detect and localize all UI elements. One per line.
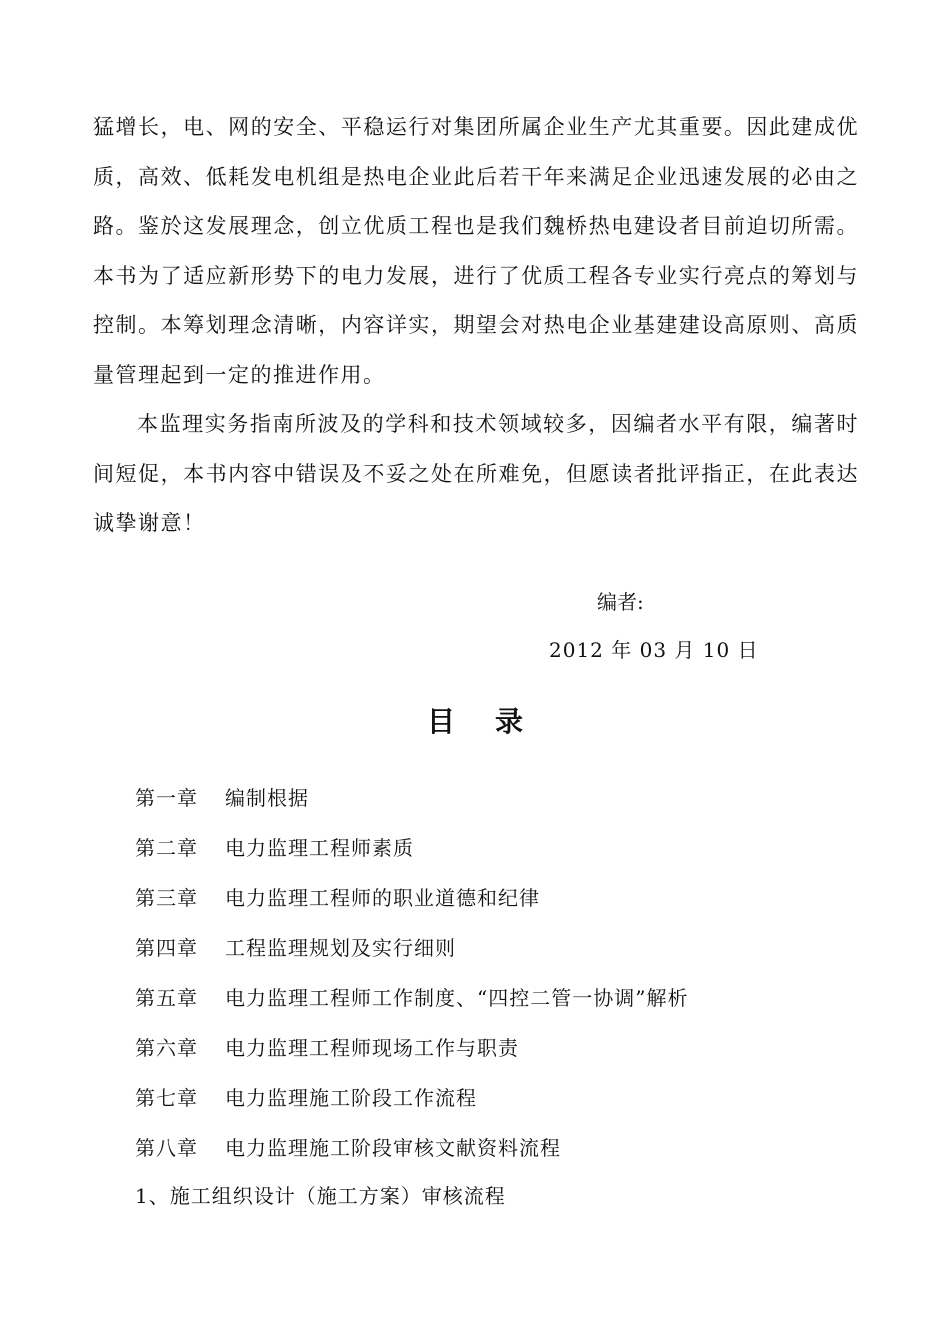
toc-item[interactable] <box>135 978 688 1028</box>
toc-item[interactable] <box>135 878 688 928</box>
toc-chapter-number: 第四章 <box>135 936 198 960</box>
toc-title: 目录 <box>426 705 563 738</box>
toc-list <box>135 778 688 1178</box>
toc-chapter-number: 第六章 <box>135 1036 198 1060</box>
toc-chapter-number: 第一章 <box>135 786 198 810</box>
toc-chapter-number: 第七章 <box>135 1086 198 1110</box>
toc-chapter-title: 电力监理施工阶段审核文献资料流程 <box>225 1136 561 1160</box>
toc-chapter-number: 第三章 <box>135 886 198 910</box>
preface-paragraph-1: 猛增长，电、网的安全、平稳运行对集团所属企业生产尤其重要。因此建成优质，高效、低耗发电机组是热电企业此后若干年来满足企业迅速发展的必由之路。鉴於这发展理念，创立优质工程也是我们魏桥热电建设者目前迫切所需。本书为了适应新形势下的电力发展，进行了优质工程各专业实行亮点的筹划与控制。本筹划理念清晰，内容详实，期望会对热电企业基建建设高原则、高质量管理起到一定的推进作用。 <box>93 115 859 387</box>
toc-chapter-title: 工程监理规划及实行细则 <box>225 936 456 960</box>
toc-item[interactable] <box>135 1028 688 1078</box>
toc-item[interactable] <box>135 928 688 978</box>
toc-chapter-number: 第五章 <box>135 986 198 1010</box>
toc-chapter-title: 电力监理工程师现场工作与职责 <box>225 1036 519 1060</box>
preface-paragraph-2: 本监理实务指南所波及的学科和技术领域较多，因编者水平有限，编著时间短促，本书内容中错误及不妥之处在所难免，但愿读者批评指正，在此表达诚挚谢意！ <box>93 412 859 535</box>
preface-date: 2012 年 03 月 10 日 <box>549 638 759 662</box>
toc-item[interactable] <box>135 1128 688 1178</box>
toc-chapter-number: 第二章 <box>135 836 198 860</box>
toc-chapter-title: 电力监理工程师工作制度、“四控二管一协调”解析 <box>225 986 689 1010</box>
toc-chapter-title: 电力监理工程师素质 <box>225 836 414 860</box>
toc-item[interactable] <box>135 778 688 828</box>
toc-chapter-number: 第八章 <box>135 1136 198 1160</box>
toc-chapter-title: 电力监理工程师的职业道德和纪律 <box>225 886 540 910</box>
toc-chapter-title: 电力监理施工阶段工作流程 <box>225 1086 477 1110</box>
editor-label: 编者: <box>597 590 644 614</box>
toc-item[interactable] <box>135 1078 688 1128</box>
toc-sub-item[interactable]: 1、施工组织设计（施工方案）审核流程 <box>135 1184 506 1208</box>
toc-item[interactable] <box>135 828 688 878</box>
toc-chapter-title: 编制根据 <box>225 786 309 810</box>
